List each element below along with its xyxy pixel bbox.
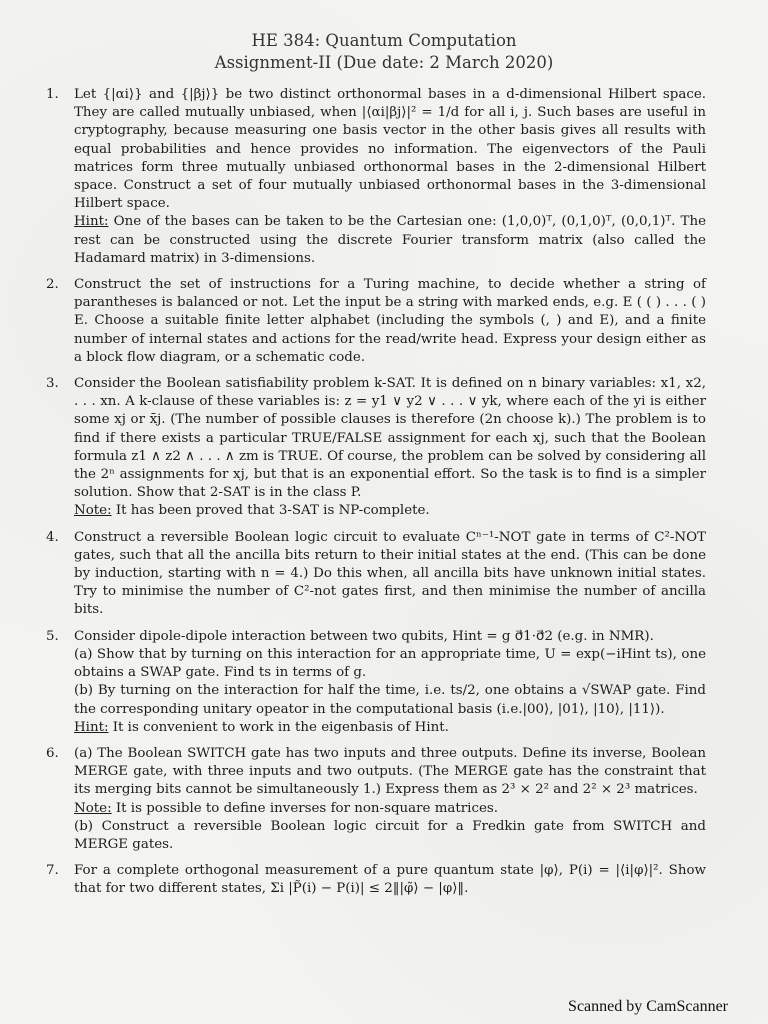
scanner-watermark: Scanned by CamScanner — [568, 998, 728, 1015]
problem-part-a: (a) The Boolean SWITCH gate has two inputs and three outputs. Define its inverse, Boolean MERGE gate, with three inputs and two outputs. (The MERGE gate has the constraint that its merging bits cannot be simultaneously 1.) Express them as 2³ × 2² and 2² × 2³ matrices. — [74, 745, 706, 798]
hint — [74, 719, 706, 737]
hint-label: Hint: — [74, 719, 109, 735]
problem-list — [46, 86, 706, 907]
note-text: It has been proved that 3-SAT is NP-complete. — [115, 503, 430, 519]
hint — [74, 213, 706, 268]
problem-text: Construct the set of instructions for a Turing machine, to decide whether a string of parantheses is balanced or not. Let the input be a string with marked ends, e.g. E ( ( ) . . . ( ) E. Choose a suitable finite letter alphabet (including the symbols (, ) and E), and a finite number of internal states and actions for the read/write head. Express your design either as a block flow diagram, or a schematic code. — [74, 277, 706, 365]
problem-part-a: (a) Show that by turning on this interaction for an appropriate time, U = exp(−iHint ts), one obtains a SWAP gate. Find ts in terms of g. — [74, 646, 706, 681]
problem-5 — [46, 628, 706, 737]
hint-label: Hint: — [74, 214, 109, 230]
problem-6 — [46, 745, 706, 854]
problem-2 — [46, 276, 706, 367]
problem-text: Let {|αi⟩} and {|βj⟩} be two distinct orthonormal bases in a d-dimensional Hilbert space. They are called mutually unbiased, when |⟨αi|βj⟩|² = 1/d for all i, j. Such bases are useful in cryptography, because measuring one basis vector in the other basis gives all results with equal probabilities and hence provides no information. The eigenvectors of the Pauli matrices form three mutually unbiased orthonormal bases in the 2-dimensional Hilbert space. Construct a set of four mutually unbiased orthonormal bases in the 3-dimensional Hilbert space. — [74, 87, 706, 212]
problem-text: Construct a reversible Boolean logic circuit to evaluate Cⁿ⁻¹-NOT gate in terms of C²-NOT gates, such that all the ancilla bits return to their initial states at the end. (This can be done by induction, starting with n = 4.) Do this when, all ancilla bits have unknown initial states. Try to minimise the number of C²-not gates first, and then minimise the number of ancilla bits. — [74, 529, 706, 618]
note-label: Note: — [74, 503, 112, 519]
problem-number: 5. — [46, 628, 59, 644]
assignment-subtitle: Assignment-II (Due date: 2 March 2020) — [214, 53, 554, 72]
problem-text: Consider the Boolean satisfiability problem k-SAT. It is defined on n binary variables: x1, x2, . . . xn. A k-clause of these variables is: z = y1 ∨ y2 ∨ . . . ∨ yk, where each of the yi is either some xj or x̄j. (The number of possible clauses is therefore (2n choose k).) The problem is to find if there exists a particular TRUE/FALSE assignment for each xj, such that the Boolean formula z1 ∧ z2 ∧ . . . ∧ zm is TRUE. Of course, the problem can be solved by considering all the 2ⁿ assignments for xj, but that is an exponential effort. So the task is to find is a simpler solution. Show that 2-SAT is in the class P. — [74, 376, 706, 501]
problem-number: 2. — [46, 277, 59, 293]
problem-number: 4. — [46, 529, 59, 545]
problem-text: For a complete orthogonal measurement of a pure quantum state |φ⟩, P(i) = |⟨i|φ⟩|². Show that for two different states, Σi |P̃(i) − P(i)| ≤ 2‖|φ̃⟩ − |φ⟩‖. — [74, 863, 706, 897]
problem-number: 6. — [46, 745, 59, 761]
hint-text: It is convenient to work in the eigenbasis of Hint. — [112, 719, 449, 735]
note — [74, 800, 706, 818]
course-title: HE 384: Quantum Computation — [251, 31, 517, 50]
problem-number: 7. — [46, 863, 59, 879]
document-header — [0, 30, 768, 74]
problem-part-b: (b) By turning on the interaction for half the time, i.e. ts/2, one obtains a √SWAP gate. Find the corresponding unitary opeator in the computational basis (i.e.|00⟩, |01⟩, |10⟩, |11⟩). — [74, 683, 706, 717]
note — [74, 502, 706, 520]
problem-part-b: (b) Construct a reversible Boolean logic circuit for a Fredkin gate from SWITCH and MERGE gates. — [74, 818, 706, 852]
problem-3 — [46, 375, 706, 521]
problem-number: 1. — [46, 87, 59, 102]
problem-text: Consider dipole-dipole interaction between two qubits, Hint = g σ⃗1·σ⃗2 (e.g. in NMR). — [74, 628, 654, 644]
problem-7 — [46, 862, 706, 898]
problem-1 — [46, 86, 706, 268]
note-label: Note: — [74, 800, 112, 816]
problem-4 — [46, 529, 706, 620]
note-text: It is possible to define inverses for non-square matrices. — [115, 800, 499, 816]
hint-text: One of the bases can be taken to be the Cartesian one: (1,0,0)ᵀ, (0,1,0)ᵀ, (0,0,1)ᵀ. The rest can be constructed using the discrete Fourier transform matrix (also called the Hadamard matrix) in 3-dimensions. — [74, 214, 706, 266]
problem-number: 3. — [46, 376, 59, 392]
